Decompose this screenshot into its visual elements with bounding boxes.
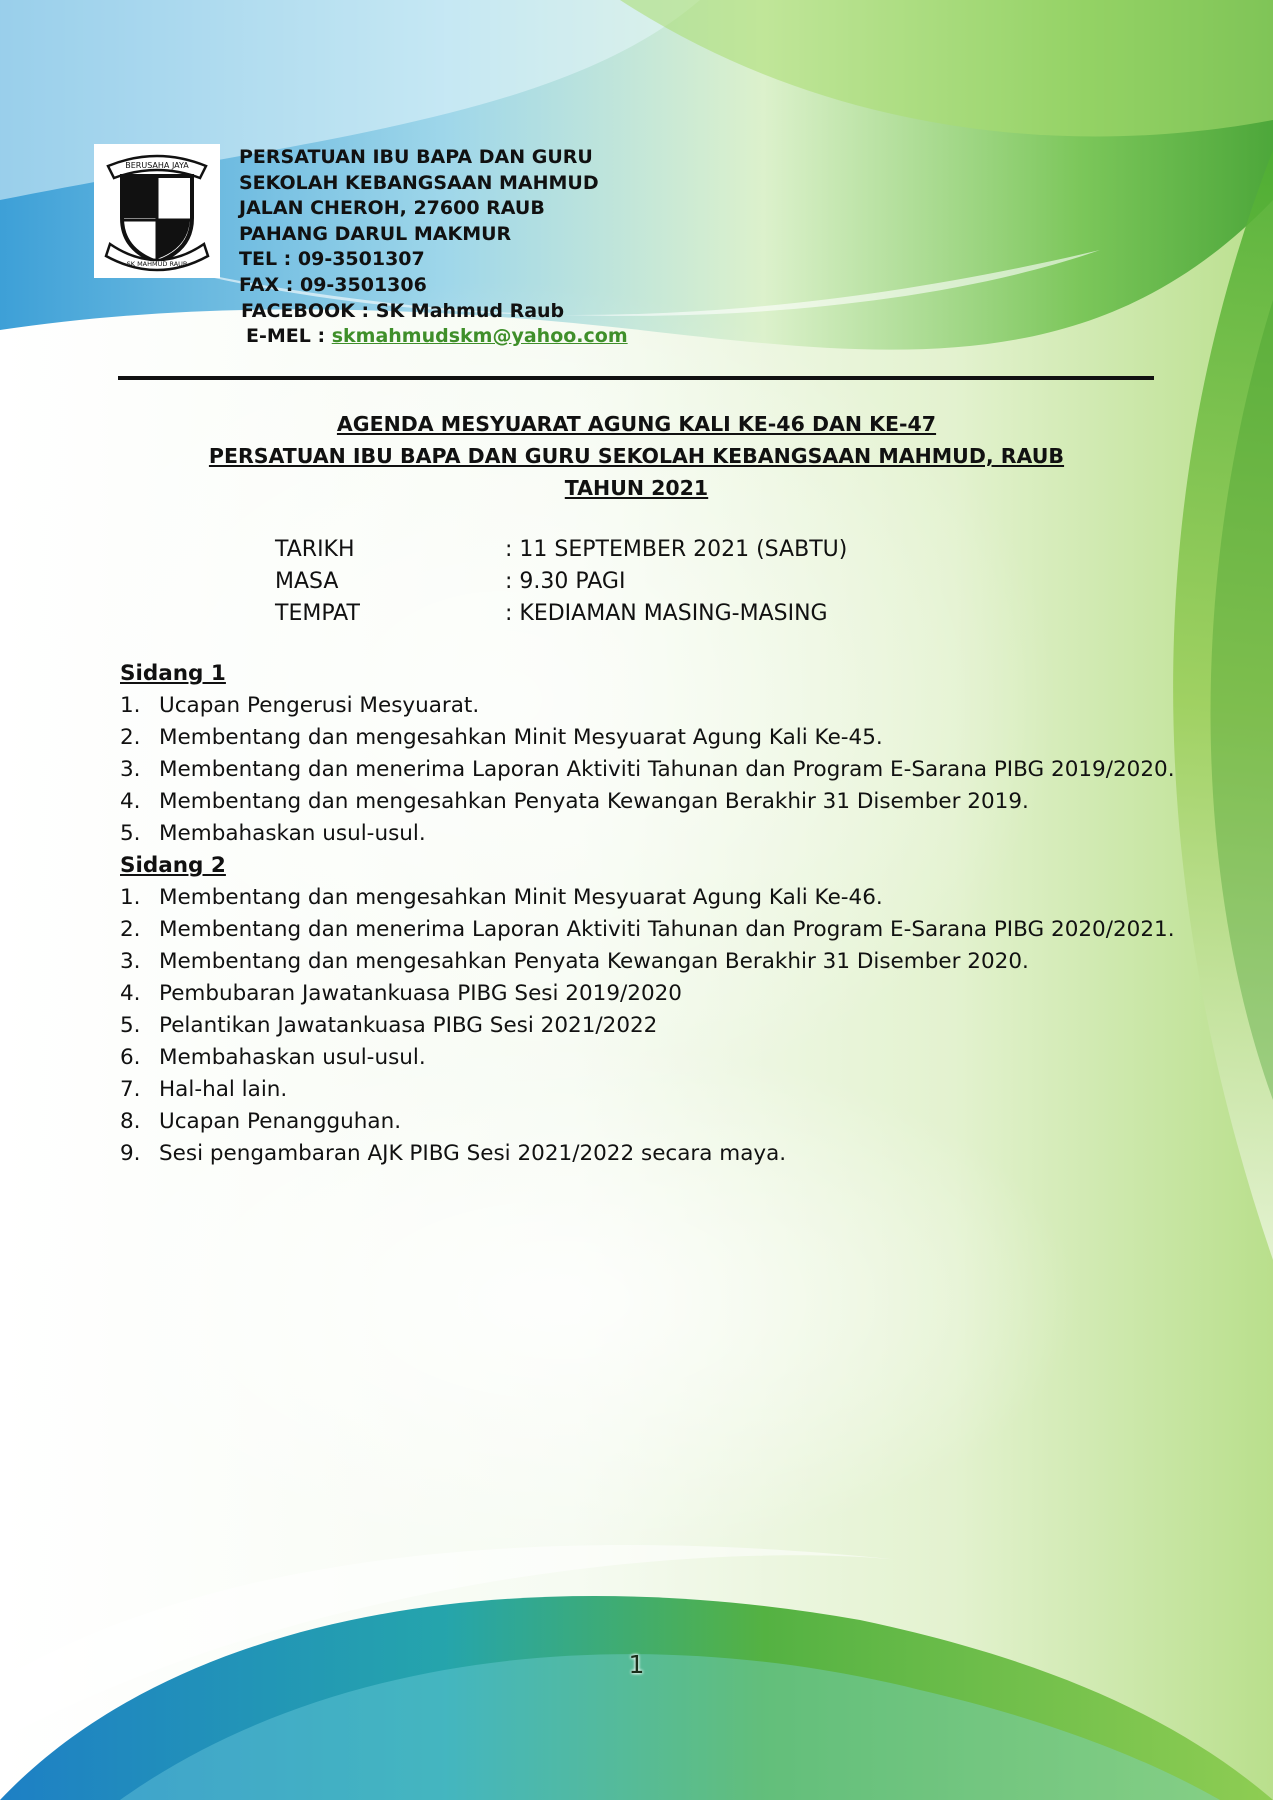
item-text: Membentang dan mengesahkan Minit Mesyuarat Agung Kali Ke-45. [159,725,883,750]
item-number: 2. [120,725,141,750]
list-item [120,978,1175,1010]
item-number: 1. [120,885,141,910]
list-item [120,1010,1175,1042]
item-text: Membahaskan usul-usul. [159,821,426,846]
item-text: Pelantikan Jawatankuasa PIBG Sesi 2021/2022 [159,1013,658,1038]
email-label: E-MEL : [246,325,326,348]
item-text: Pembubaran Jawatankuasa PIBG Sesi 2019/2020 [159,981,682,1006]
school-crest-icon [94,144,220,278]
list-item [120,946,1175,978]
list-item [120,1042,1175,1074]
email-link[interactable]: skmahmudskm@yahoo.com [331,325,628,348]
item-text: Membentang dan menerima Laporan Aktiviti Tahunan dan Program E-Sarana PIBG 2019/2020. [159,757,1175,782]
crest-ribbon-text: SK MAHMUD RAUB [126,260,188,268]
item-number: 2. [120,917,141,942]
item-text: Sesi pengambaran AJK PIBG Sesi 2021/2022 secara maya. [159,1141,787,1166]
item-number: 4. [120,981,141,1006]
list-item [120,1074,1175,1106]
item-text: Membentang dan mengesahkan Penyata Kewangan Berakhir 31 Disember 2019. [159,789,1029,814]
list-item [120,1138,1175,1170]
org-line: TEL : 09-3501307 [239,248,425,271]
item-text: Membentang dan menerima Laporan Aktiviti Tahunan dan Program E-Sarana PIBG 2020/2021. [159,917,1175,942]
list-item [120,754,1175,786]
item-number: 6. [120,1045,141,1070]
item-number: 1. [120,693,141,718]
item-number: 3. [120,949,141,974]
meeting-details [275,534,847,630]
meeting-venue-row [275,598,847,630]
org-line: PERSATUAN IBU BAPA DAN GURU [239,146,593,168]
org-line: SEKOLAH KEBANGSAAN MAHMUD [239,171,599,194]
item-number: 9. [120,1141,141,1166]
org-line: FAX : 09-3501306 [239,273,427,296]
session-heading: Sidang 1 [120,661,226,686]
organization-header [239,145,628,350]
item-text: Ucapan Pengerusi Mesyuarat. [159,693,480,718]
item-number: 4. [120,789,141,814]
meeting-label: TARIKH [275,537,355,562]
item-number: 7. [120,1077,141,1102]
page-number: 1 [628,1650,645,1679]
list-item [120,818,1175,850]
facebook-line: FACEBOOK : SK Mahmud Raub [241,299,565,322]
item-text: Membentang dan mengesahkan Minit Mesyuarat Agung Kali Ke-46. [159,885,883,910]
crest-motto: BERUSAHA JAYA [125,161,189,170]
agenda-title [0,408,1273,504]
list-item [120,882,1175,914]
item-text: Membentang dan mengesahkan Penyata Kewangan Berakhir 31 Disember 2020. [159,949,1029,974]
item-text: Membahaskan usul-usul. [159,1045,426,1070]
meeting-time-row [275,566,847,598]
meeting-date-row [275,534,847,566]
item-number: 3. [120,757,141,782]
school-crest-logo [94,144,220,278]
meeting-value: : 11 SEPTEMBER 2021 (SABTU) [505,537,848,562]
meeting-value: : 9.30 PAGI [505,569,626,594]
item-number: 5. [120,1013,141,1038]
list-item [120,690,1175,722]
list-item [120,1106,1175,1138]
org-line: JALAN CHEROH, 27600 RAUB [239,197,545,220]
list-item [120,722,1175,754]
list-item [120,914,1175,946]
title-line-2: PERSATUAN IBU BAPA DAN GURU SEKOLAH KEBANGSAAN MAHMUD, RAUB [208,444,1065,468]
item-number: 5. [120,821,141,846]
agenda-list [120,658,1175,1170]
item-number: 8. [120,1109,141,1134]
email-line [239,324,628,350]
item-text: Hal-hal lain. [159,1077,288,1102]
session-heading: Sidang 2 [120,853,226,878]
org-line: PAHANG DARUL MAKMUR [239,222,512,245]
header-divider [118,376,1154,380]
list-item [120,786,1175,818]
meeting-label: MASA [275,569,339,594]
item-text: Ucapan Penangguhan. [159,1109,402,1134]
meeting-label: TEMPAT [275,601,360,626]
title-line-3: TAHUN 2021 [564,476,709,500]
title-line-1: AGENDA MESYUARAT AGUNG KALI KE-46 DAN KE-47 [336,412,937,436]
meeting-value: : KEDIAMAN MASING-MASING [505,601,828,626]
